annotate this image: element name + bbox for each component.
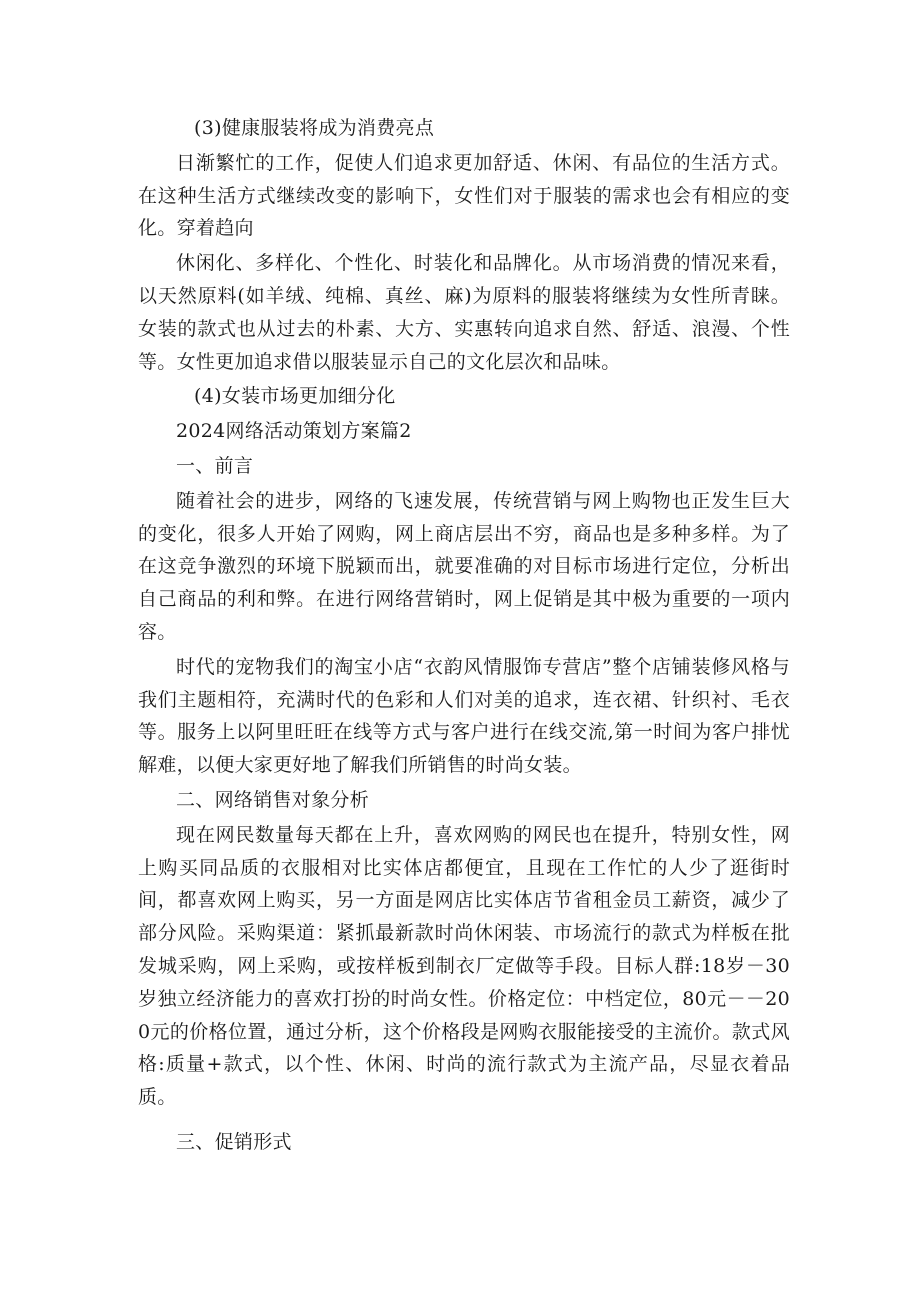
paragraph-preface: 随着社会的进步，网络的飞速发展，传统营销与网上购物也正发生巨大的变化，很多人开始了网购，网上商店层出不穷，商品也是多种多样。为了在这竞争激烈的环境下脱颖而出，就要准确的对目标市场进行定位，分析出自己商品的利和弊。在进行网络营销时，网上促销是其中极为重要的一项内容。 xyxy=(138,489,790,643)
paragraph-target-analysis: 现在网民数量每天都在上升，喜欢网购的网民也在提升，特别女性，网上购买同品质的衣服相对比实体店都便宜，且现在工作忙的人少了逛街时间，都喜欢网上购买，另一方面是网店比实体店节省租金员工薪资，减少了部分风险。采购渠道：紧抓最新款时尚休闲装、市场流行的款式为样板在批发城采购，网上采购，或按样板到制衣厂定做等手段。目标人群:18岁－30岁独立经济能力的喜欢打扮的时尚女性。价格定位：中档定位，80元－－200元的价格位置，通过分析，这个价格段是网购衣服能接受的主流价。款式风格:质量+款式，以个性、休闲、时尚的流行款式为主流产品，尽显衣着品质。 xyxy=(138,823,790,1109)
section-heading-promotion-forms: 三、促销形式 xyxy=(176,1130,292,1153)
paragraph-casual-trend: 休闲化、多样化、个性化、时装化和品牌化。从市场消费的情况来看，以天然原料(如羊绒、纯棉、真丝、麻)为原料的服装将继续为女性所青睐。女装的款式也从过去的朴素、大方、实惠转向追求自然、舒适、浪漫、个性等。女性更加追求借以服装显示自己的文化层次和品味。 xyxy=(138,252,790,373)
paragraph-busy-work: 日渐繁忙的工作，促使人们追求更加舒适、休闲、有品位的生活方式。在这种生活方式继续改变的影响下，女性们对于服装的需求也会有相应的变化。穿着趋向 xyxy=(138,151,790,240)
section-heading-market-segmentation: (4)女装市场更加细分化 xyxy=(194,385,396,408)
section-heading-health-clothing: (3)健康服装将成为消费亮点 xyxy=(194,117,435,139)
section-heading-target-analysis: 二、网络销售对象分析 xyxy=(176,788,370,811)
section-heading-preface: 一、前言 xyxy=(176,454,254,477)
paragraph-shop-description: 时代的宠物我们的淘宝小店“衣韵风情服饰专营店”整个店铺装修风格与我们主题相符，充满时代的色彩和人们对美的追求，连衣裙、针织衬、毛衣等。服务上以阿里旺旺在线等方式与客户进行在线交流,第一时间为客户排忧解难，以便大家更好地了解我们所销售的时尚女装。 xyxy=(138,655,790,777)
document-body xyxy=(138,112,790,1159)
document-title-plan-2: 2024网络活动策划方案篇2 xyxy=(176,420,412,443)
